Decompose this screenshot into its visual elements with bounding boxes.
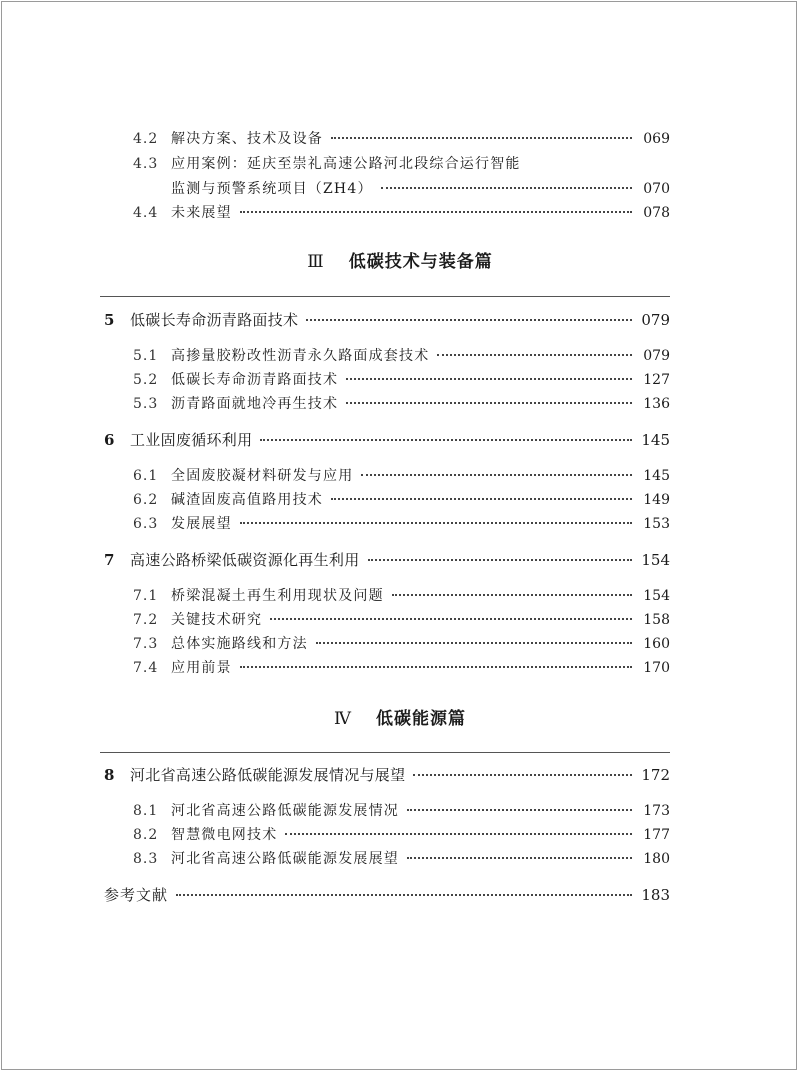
toc-chapter[interactable] bbox=[104, 764, 670, 785]
toc-entry-number: 7.4 bbox=[133, 660, 159, 676]
toc-entry[interactable] bbox=[133, 633, 670, 653]
part-numeral: Ⅳ bbox=[334, 709, 352, 729]
toc-entry-number: 8.2 bbox=[133, 827, 159, 843]
toc-entry-page: 154 bbox=[643, 588, 670, 604]
toc-entry-number: 5.3 bbox=[133, 396, 159, 412]
dot-leader bbox=[361, 474, 632, 476]
toc-entry[interactable] bbox=[133, 153, 670, 173]
toc-chapter[interactable] bbox=[104, 549, 670, 570]
part-title: 低碳技术与装备篇 bbox=[348, 252, 493, 272]
dot-leader bbox=[285, 833, 632, 835]
dot-leader bbox=[407, 809, 632, 811]
section-rule bbox=[100, 296, 670, 297]
toc-entry-number: 4.2 bbox=[133, 131, 159, 147]
toc-entry-title: 关键技术研究 bbox=[171, 612, 263, 628]
toc-entry-number: 6.2 bbox=[133, 492, 159, 508]
section-rule bbox=[100, 752, 670, 753]
toc-entry[interactable] bbox=[133, 202, 670, 222]
references-title: 参考文献 bbox=[104, 886, 169, 904]
dot-leader bbox=[306, 319, 632, 321]
dot-leader bbox=[346, 402, 632, 404]
dot-leader bbox=[260, 439, 632, 441]
toc-entry-title-continued: 监测与预警系统项目（ZH4） bbox=[171, 181, 373, 197]
chapter-title: 高速公路桥梁低碳资源化再生利用 bbox=[130, 551, 360, 569]
dot-leader bbox=[407, 857, 632, 859]
toc-entry-page: 160 bbox=[643, 636, 670, 652]
toc-entry-title: 解决方案、技术及设备 bbox=[171, 131, 323, 147]
toc-entry-page: 180 bbox=[643, 851, 670, 867]
toc-entry[interactable] bbox=[133, 824, 670, 844]
toc-entry-title: 发展展望 bbox=[171, 516, 232, 532]
toc-entry-page: 173 bbox=[643, 803, 670, 819]
toc-entry-number: 7.2 bbox=[133, 612, 159, 628]
toc-entry-continuation[interactable] bbox=[133, 178, 670, 198]
toc-entry-title: 高掺量胶粉改性沥青永久路面成套技术 bbox=[171, 348, 430, 364]
toc-entry-page: 069 bbox=[643, 131, 670, 147]
part-title: 低碳能源篇 bbox=[375, 709, 466, 729]
chapter-page: 145 bbox=[641, 431, 670, 449]
chapter-title: 低碳长寿命沥青路面技术 bbox=[130, 311, 299, 329]
toc-entry-number: 7.3 bbox=[133, 636, 159, 652]
toc-entry-number: 6.1 bbox=[133, 468, 159, 484]
toc-entry-page: 079 bbox=[643, 348, 670, 364]
toc-entry[interactable] bbox=[133, 585, 670, 605]
dot-leader bbox=[270, 618, 632, 620]
part-heading-iv bbox=[0, 704, 800, 729]
chapter-page: 172 bbox=[641, 766, 670, 784]
toc-entry-title: 全固废胶凝材料研发与应用 bbox=[171, 468, 354, 484]
toc-entry-title: 河北省高速公路低碳能源发展展望 bbox=[171, 851, 399, 867]
toc-entry-page: 153 bbox=[643, 516, 670, 532]
toc-chapter[interactable] bbox=[104, 309, 670, 330]
dot-leader bbox=[437, 354, 632, 356]
toc-entry-number: 8.1 bbox=[133, 803, 159, 819]
chapter-number: 5 bbox=[104, 311, 115, 329]
toc-entry[interactable] bbox=[133, 848, 670, 868]
toc-entry-number: 5.2 bbox=[133, 372, 159, 388]
toc-entry-page: 070 bbox=[643, 181, 670, 197]
toc-entry-number: 5.1 bbox=[133, 348, 159, 364]
toc-entry-number: 4.4 bbox=[133, 205, 159, 221]
chapter-number: 6 bbox=[104, 431, 115, 449]
dot-leader bbox=[331, 498, 632, 500]
chapter-page: 079 bbox=[641, 311, 670, 329]
toc-entry-page: 127 bbox=[643, 372, 670, 388]
part-numeral: Ⅲ bbox=[307, 252, 325, 272]
toc-entry-page: 177 bbox=[643, 827, 670, 843]
toc-entry-title: 低碳长寿命沥青路面技术 bbox=[171, 372, 339, 388]
toc-chapter[interactable] bbox=[104, 429, 670, 450]
toc-entry-title: 碱渣固废高值路用技术 bbox=[171, 492, 323, 508]
chapter-number: 7 bbox=[104, 551, 115, 569]
chapter-number: 8 bbox=[104, 766, 115, 784]
toc-entry[interactable] bbox=[133, 609, 670, 629]
part-heading-iii bbox=[0, 247, 800, 272]
dot-leader bbox=[381, 187, 632, 189]
chapter-title: 工业固废循环利用 bbox=[130, 431, 253, 449]
toc-entry-title: 总体实施路线和方法 bbox=[171, 636, 308, 652]
chapter-page: 154 bbox=[641, 551, 670, 569]
toc-entry-title: 未来展望 bbox=[171, 205, 232, 221]
toc-entry-number: 6.3 bbox=[133, 516, 159, 532]
toc-entry-page: 158 bbox=[643, 612, 670, 628]
toc-entry-title: 应用前景 bbox=[171, 660, 232, 676]
dot-leader bbox=[240, 666, 632, 668]
toc-entry-page: 149 bbox=[643, 492, 670, 508]
toc-entry-number: 4.3 bbox=[133, 156, 159, 172]
toc-entry[interactable] bbox=[133, 513, 670, 533]
toc-entry[interactable] bbox=[133, 489, 670, 509]
toc-entry-title: 智慧微电网技术 bbox=[171, 827, 278, 843]
toc-entry-title: 河北省高速公路低碳能源发展情况 bbox=[171, 803, 399, 819]
dot-leader bbox=[413, 774, 632, 776]
toc-entry[interactable] bbox=[133, 393, 670, 413]
toc-entry-title: 应用案例：延庆至崇礼高速公路河北段综合运行智能 bbox=[171, 156, 521, 172]
dot-leader bbox=[176, 894, 632, 896]
dot-leader bbox=[346, 378, 632, 380]
dot-leader bbox=[368, 559, 632, 561]
toc-entry[interactable] bbox=[133, 369, 670, 389]
toc-entry[interactable] bbox=[133, 800, 670, 820]
toc-entry-page: 170 bbox=[643, 660, 670, 676]
toc-entry[interactable] bbox=[133, 657, 670, 677]
toc-entry[interactable] bbox=[133, 128, 670, 148]
toc-entry-number: 7.1 bbox=[133, 588, 159, 604]
chapter-title: 河北省高速公路低碳能源发展情况与展望 bbox=[130, 766, 406, 784]
toc-entry-page: 078 bbox=[643, 205, 670, 221]
dot-leader bbox=[240, 211, 632, 213]
toc-entry-title: 沥青路面就地冷再生技术 bbox=[171, 396, 339, 412]
dot-leader bbox=[240, 522, 632, 524]
dot-leader bbox=[331, 137, 632, 139]
toc-entry-title: 桥梁混凝土再生利用现状及问题 bbox=[171, 588, 384, 604]
toc-references[interactable] bbox=[104, 884, 670, 905]
references-page: 183 bbox=[641, 886, 670, 904]
toc-entry[interactable] bbox=[133, 465, 670, 485]
dot-leader bbox=[316, 642, 632, 644]
toc-entry-page: 136 bbox=[643, 396, 670, 412]
toc-entry[interactable] bbox=[133, 345, 670, 365]
dot-leader bbox=[392, 594, 632, 596]
toc-entry-number: 8.3 bbox=[133, 851, 159, 867]
toc-entry-page: 145 bbox=[643, 468, 670, 484]
